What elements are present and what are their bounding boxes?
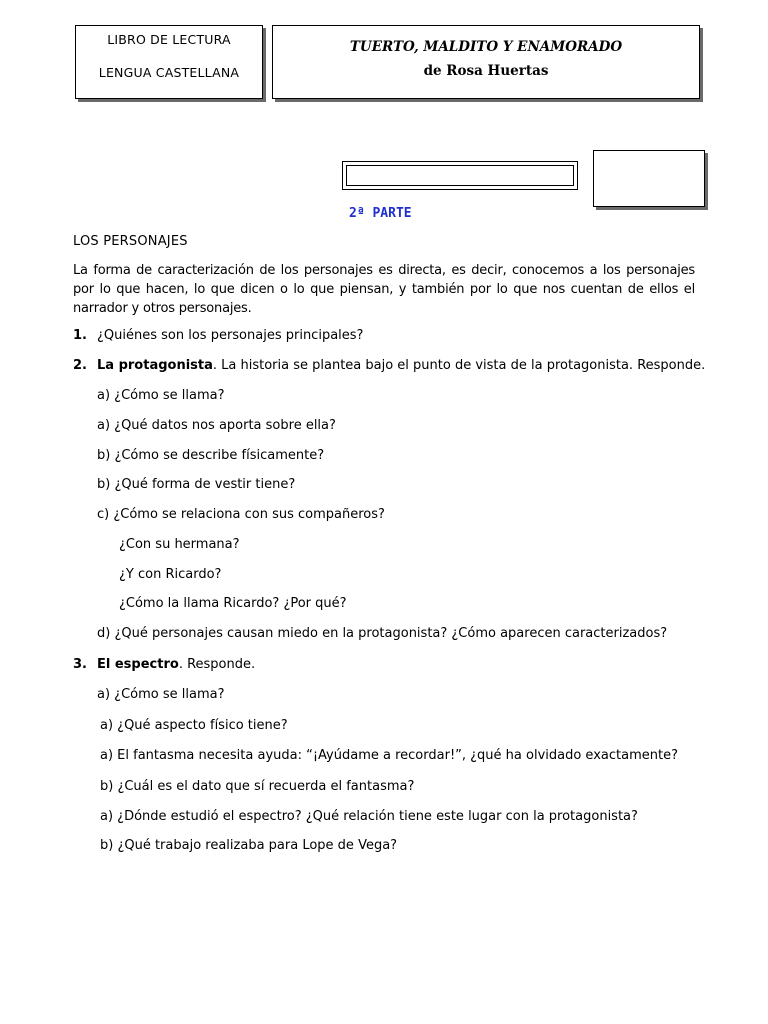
sub-question: b) ¿Qué trabajo realizaba para Lope de Vega?	[100, 838, 398, 853]
question-number: 2.	[73, 358, 87, 373]
question-text: . Responde.	[178, 657, 256, 672]
subject-label: LENGUA CASTELLANA	[98, 65, 240, 80]
book-type-label: LIBRO DE LECTURA	[107, 32, 231, 47]
sub-question: c) ¿Cómo se relaciona con sus compañeros?	[97, 507, 385, 522]
sub-question: a) ¿Cómo se llama?	[97, 687, 225, 702]
question-text: . La historia se plantea bajo el punto de vista de la protagonista. Responde.	[212, 358, 706, 373]
question-number: 1.	[73, 328, 87, 343]
book-author: de Rosa Huertas	[423, 63, 549, 79]
subject-box	[75, 25, 263, 99]
sub-question: ¿Con su hermana?	[119, 537, 240, 552]
sub-question: a) El fantasma necesita ayuda: “¡Ayúdame a recordar!”, ¿qué ha olvidado exactamente?	[100, 748, 678, 763]
book-info-box	[272, 25, 700, 99]
book-title: TUERTO, MALDITO Y ENAMORADO	[349, 39, 623, 55]
sub-question: a) ¿Qué datos nos aporta sobre ella?	[97, 418, 336, 433]
intro-paragraph: La forma de caracterización de los personajes es directa, es decir, conocemos a los personajes por lo que hacen, lo que dicen o lo que piensan, y también por lo que nos cuentan de ellos el narrador y otros personajes.	[73, 263, 695, 316]
sub-question: a) ¿Dónde estudió el espectro? ¿Qué relación tiene este lugar con la protagonista?	[100, 809, 638, 824]
sub-question: b) ¿Cómo se describe físicamente?	[97, 448, 325, 463]
question-number: 3.	[73, 657, 87, 672]
question-2	[73, 358, 705, 373]
sub-question: a) ¿Cómo se llama?	[97, 388, 225, 403]
question-1	[73, 328, 363, 343]
part-heading: 2ª PARTE	[349, 206, 412, 221]
question-text: ¿Quiénes son los personajes principales?	[97, 328, 364, 343]
question-3	[73, 657, 255, 672]
sub-question: b) ¿Cuál es el dato que sí recuerda el fantasma?	[100, 779, 415, 794]
section-heading: LOS PERSONAJES	[73, 234, 188, 249]
student-name-field[interactable]	[342, 161, 578, 190]
sub-question: b) ¿Qué forma de vestir tiene?	[97, 477, 296, 492]
grade-box[interactable]	[593, 150, 705, 207]
sub-question: ¿Y con Ricardo?	[119, 567, 222, 582]
sub-question: ¿Cómo la llama Ricardo? ¿Por qué?	[119, 596, 347, 611]
sub-question: d) ¿Qué personajes causan miedo en la protagonista? ¿Cómo aparecen caracterizados?	[97, 626, 668, 641]
question-topic: El espectro	[97, 657, 179, 672]
sub-question: a) ¿Qué aspecto físico tiene?	[100, 718, 288, 733]
question-topic: La protagonista	[97, 358, 213, 373]
